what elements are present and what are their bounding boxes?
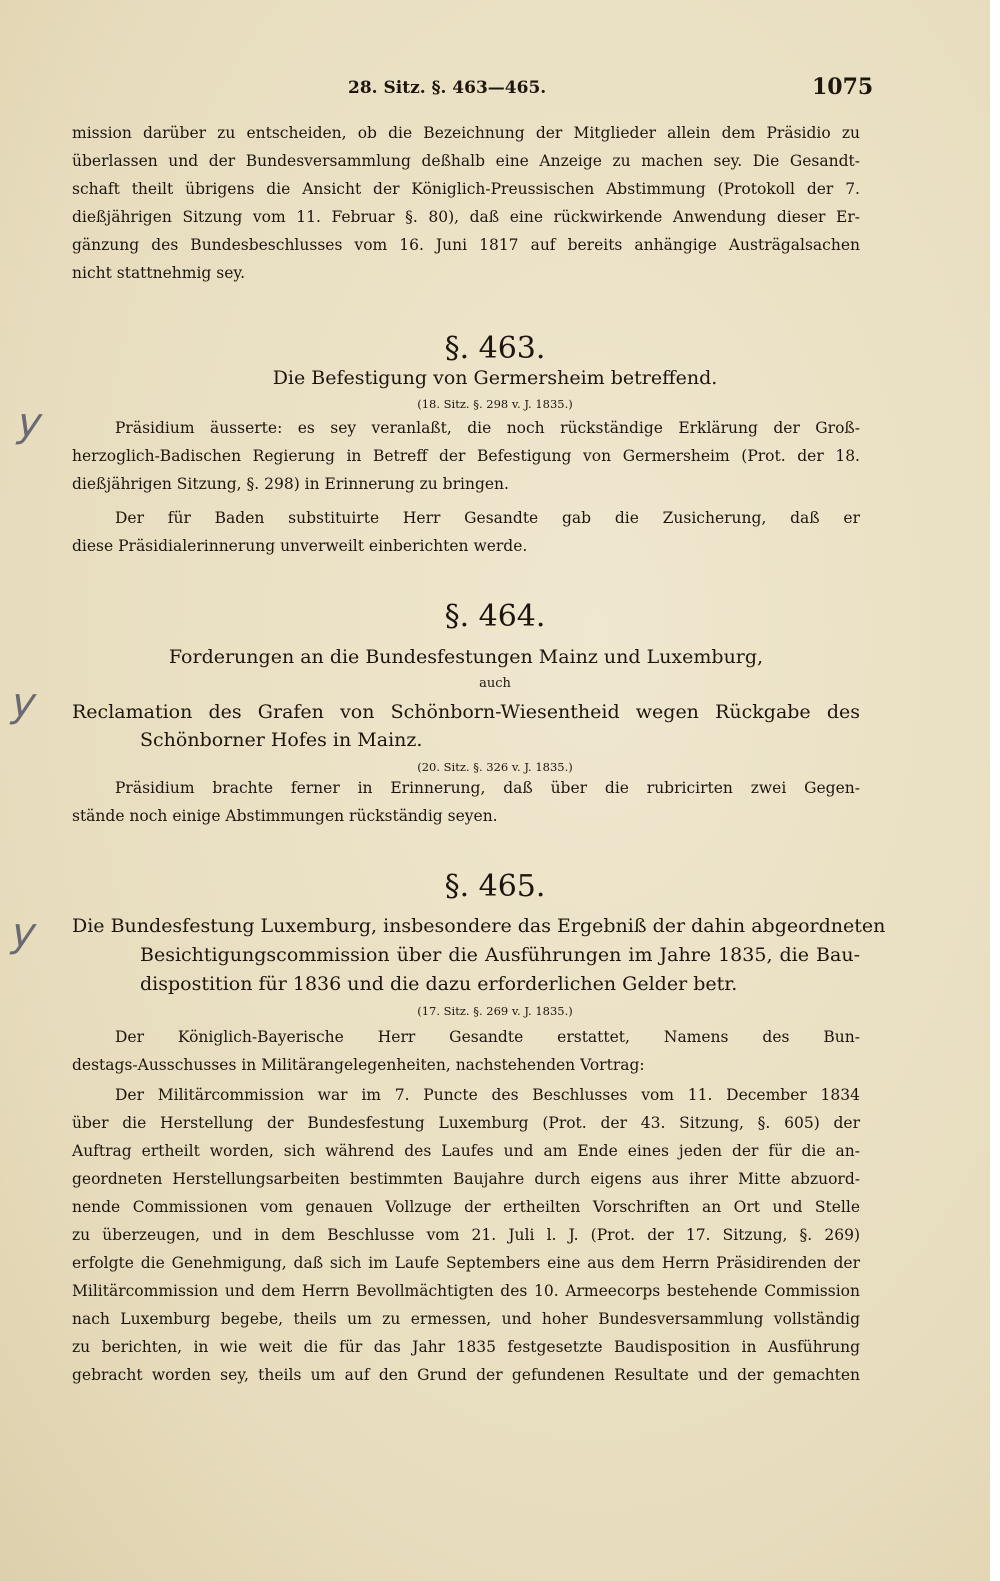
section-463-line: Präsidium äusserte: es sey veranlaßt, die noch rückständige Erklärung der Groß- [115,419,860,437]
section-464-auch: auch [479,676,511,691]
section-465-line: nende Commissionen vom genauen Vollzuge der ertheilten Vorschriften an Ort und Stelle [72,1198,860,1216]
section-463-number: §. 463. [444,331,546,366]
section-465-line: destags-Ausschusses in Militärangelegenheiten, nachstehenden Vortrag: [72,1056,645,1074]
section-464-number: §. 464. [444,599,546,634]
section-464-line: stände noch einige Abstimmungen rückständig seyen. [72,807,498,825]
section-464-title: Schönborner Hofes in Mainz. [140,729,423,751]
section-465-line: zu überzeugen, und in dem Beschlusse vom 21. Juli l. J. (Prot. der 17. Sitzung, §. 269) [72,1226,860,1244]
section-465-line: zu berichten, in wie weit die für das Jahr 1835 festgesetzte Baudisposition in Ausführung [72,1338,860,1356]
section-465-line: nach Luxemburg begebe, theils um zu ermessen, und hoher Bundesversammlung vollständig [72,1310,860,1328]
running-header: 28. Sitz. §. 463—465. [348,78,547,98]
intro-line: nicht stattnehmig sey. [72,264,246,282]
section-464-title: Reclamation des Grafen von Schönborn-Wiesentheid wegen Rückgabe des [72,701,860,723]
margin-mark: y [11,400,48,446]
section-465-ref: (17. Sitz. §. 269 v. J. 1835.) [417,1004,573,1018]
section-463-title: Die Befestigung von Germersheim betreffend. [272,367,718,389]
section-464-title: Forderungen an die Bundesfestungen Mainz und Luxemburg, [168,646,764,668]
section-465-line: über die Herstellung der Bundesfestung Luxemburg (Prot. der 43. Sitzung, §. 605) der [72,1114,860,1132]
section-465-title: dispostition für 1836 und die dazu erforderlichen Gelder betr. [140,973,738,995]
section-465-line: gebracht worden sey, theils um auf den Grund der gefundenen Resultate und der gemachten [72,1366,860,1384]
section-463-line: Der für Baden substituirte Herr Gesandte gab die Zusicherung, daß er [115,509,860,527]
page-number: 1075 [812,74,874,100]
section-463-ref: (18. Sitz. §. 298 v. J. 1835.) [417,397,573,411]
section-465-number: §. 465. [444,869,546,904]
intro-line: gänzung des Bundesbeschlusses vom 16. Juni 1817 auf bereits anhängige Austrägalsachen [72,236,860,254]
section-465-title: Die Bundesfestung Luxemburg, insbesondere das Ergebniß der dahin abgeordneten [72,915,886,937]
section-465-line: Der Militärcommission war im 7. Puncte des Beschlusses vom 11. December 1834 [115,1086,860,1104]
margin-mark: y [5,680,42,726]
intro-line: überlassen und der Bundesversammlung deßhalb eine Anzeige zu machen sey. Die Gesandt- [72,152,860,170]
section-463-line: dießjährigen Sitzung, §. 298) in Erinnerung zu bringen. [72,475,509,493]
section-465-line: Militärcommission und dem Herrn Bevollmächtigten des 10. Armeecorps bestehende Commission [72,1282,860,1300]
intro-line: mission darüber zu entscheiden, ob die Bezeichnung der Mitglieder allein dem Präsidio zu [72,124,860,142]
section-465-title: Besichtigungscommission über die Ausführungen im Jahre 1835, die Bau- [140,944,860,966]
section-465-line: erfolgte die Genehmigung, daß sich im Laufe Septembers eine aus dem Herrn Präsidirenden der [72,1254,860,1272]
section-465-line: Der Königlich-Bayerische Herr Gesandte erstattet, Namens des Bun- [115,1028,860,1046]
intro-line: schaft theilt übrigens die Ansicht der Königlich-Preussischen Abstimmung (Protokoll der 7. [72,180,860,198]
section-465-line: Auftrag ertheilt worden, sich während des Laufes und am Ende eines jeden der für die an- [72,1142,860,1160]
section-463-line: diese Präsidialerinnerung unverweilt einberichten werde. [72,537,528,555]
section-464-ref: (20. Sitz. §. 326 v. J. 1835.) [417,760,573,774]
section-464-line: Präsidium brachte ferner in Erinnerung, daß über die rubricirten zwei Gegen- [115,779,860,797]
intro-line: dießjährigen Sitzung vom 11. Februar §. 80), daß eine rückwirkende Anwendung dieser Er- [72,208,860,226]
section-463-line: herzoglich-Badischen Regierung in Betreff der Befestigung von Germersheim (Prot. der 18. [72,447,860,465]
margin-mark: y [5,910,42,956]
section-465-line: geordneten Herstellungsarbeiten bestimmten Baujahre durch eigens aus ihrer Mitte abzuord- [72,1170,860,1188]
